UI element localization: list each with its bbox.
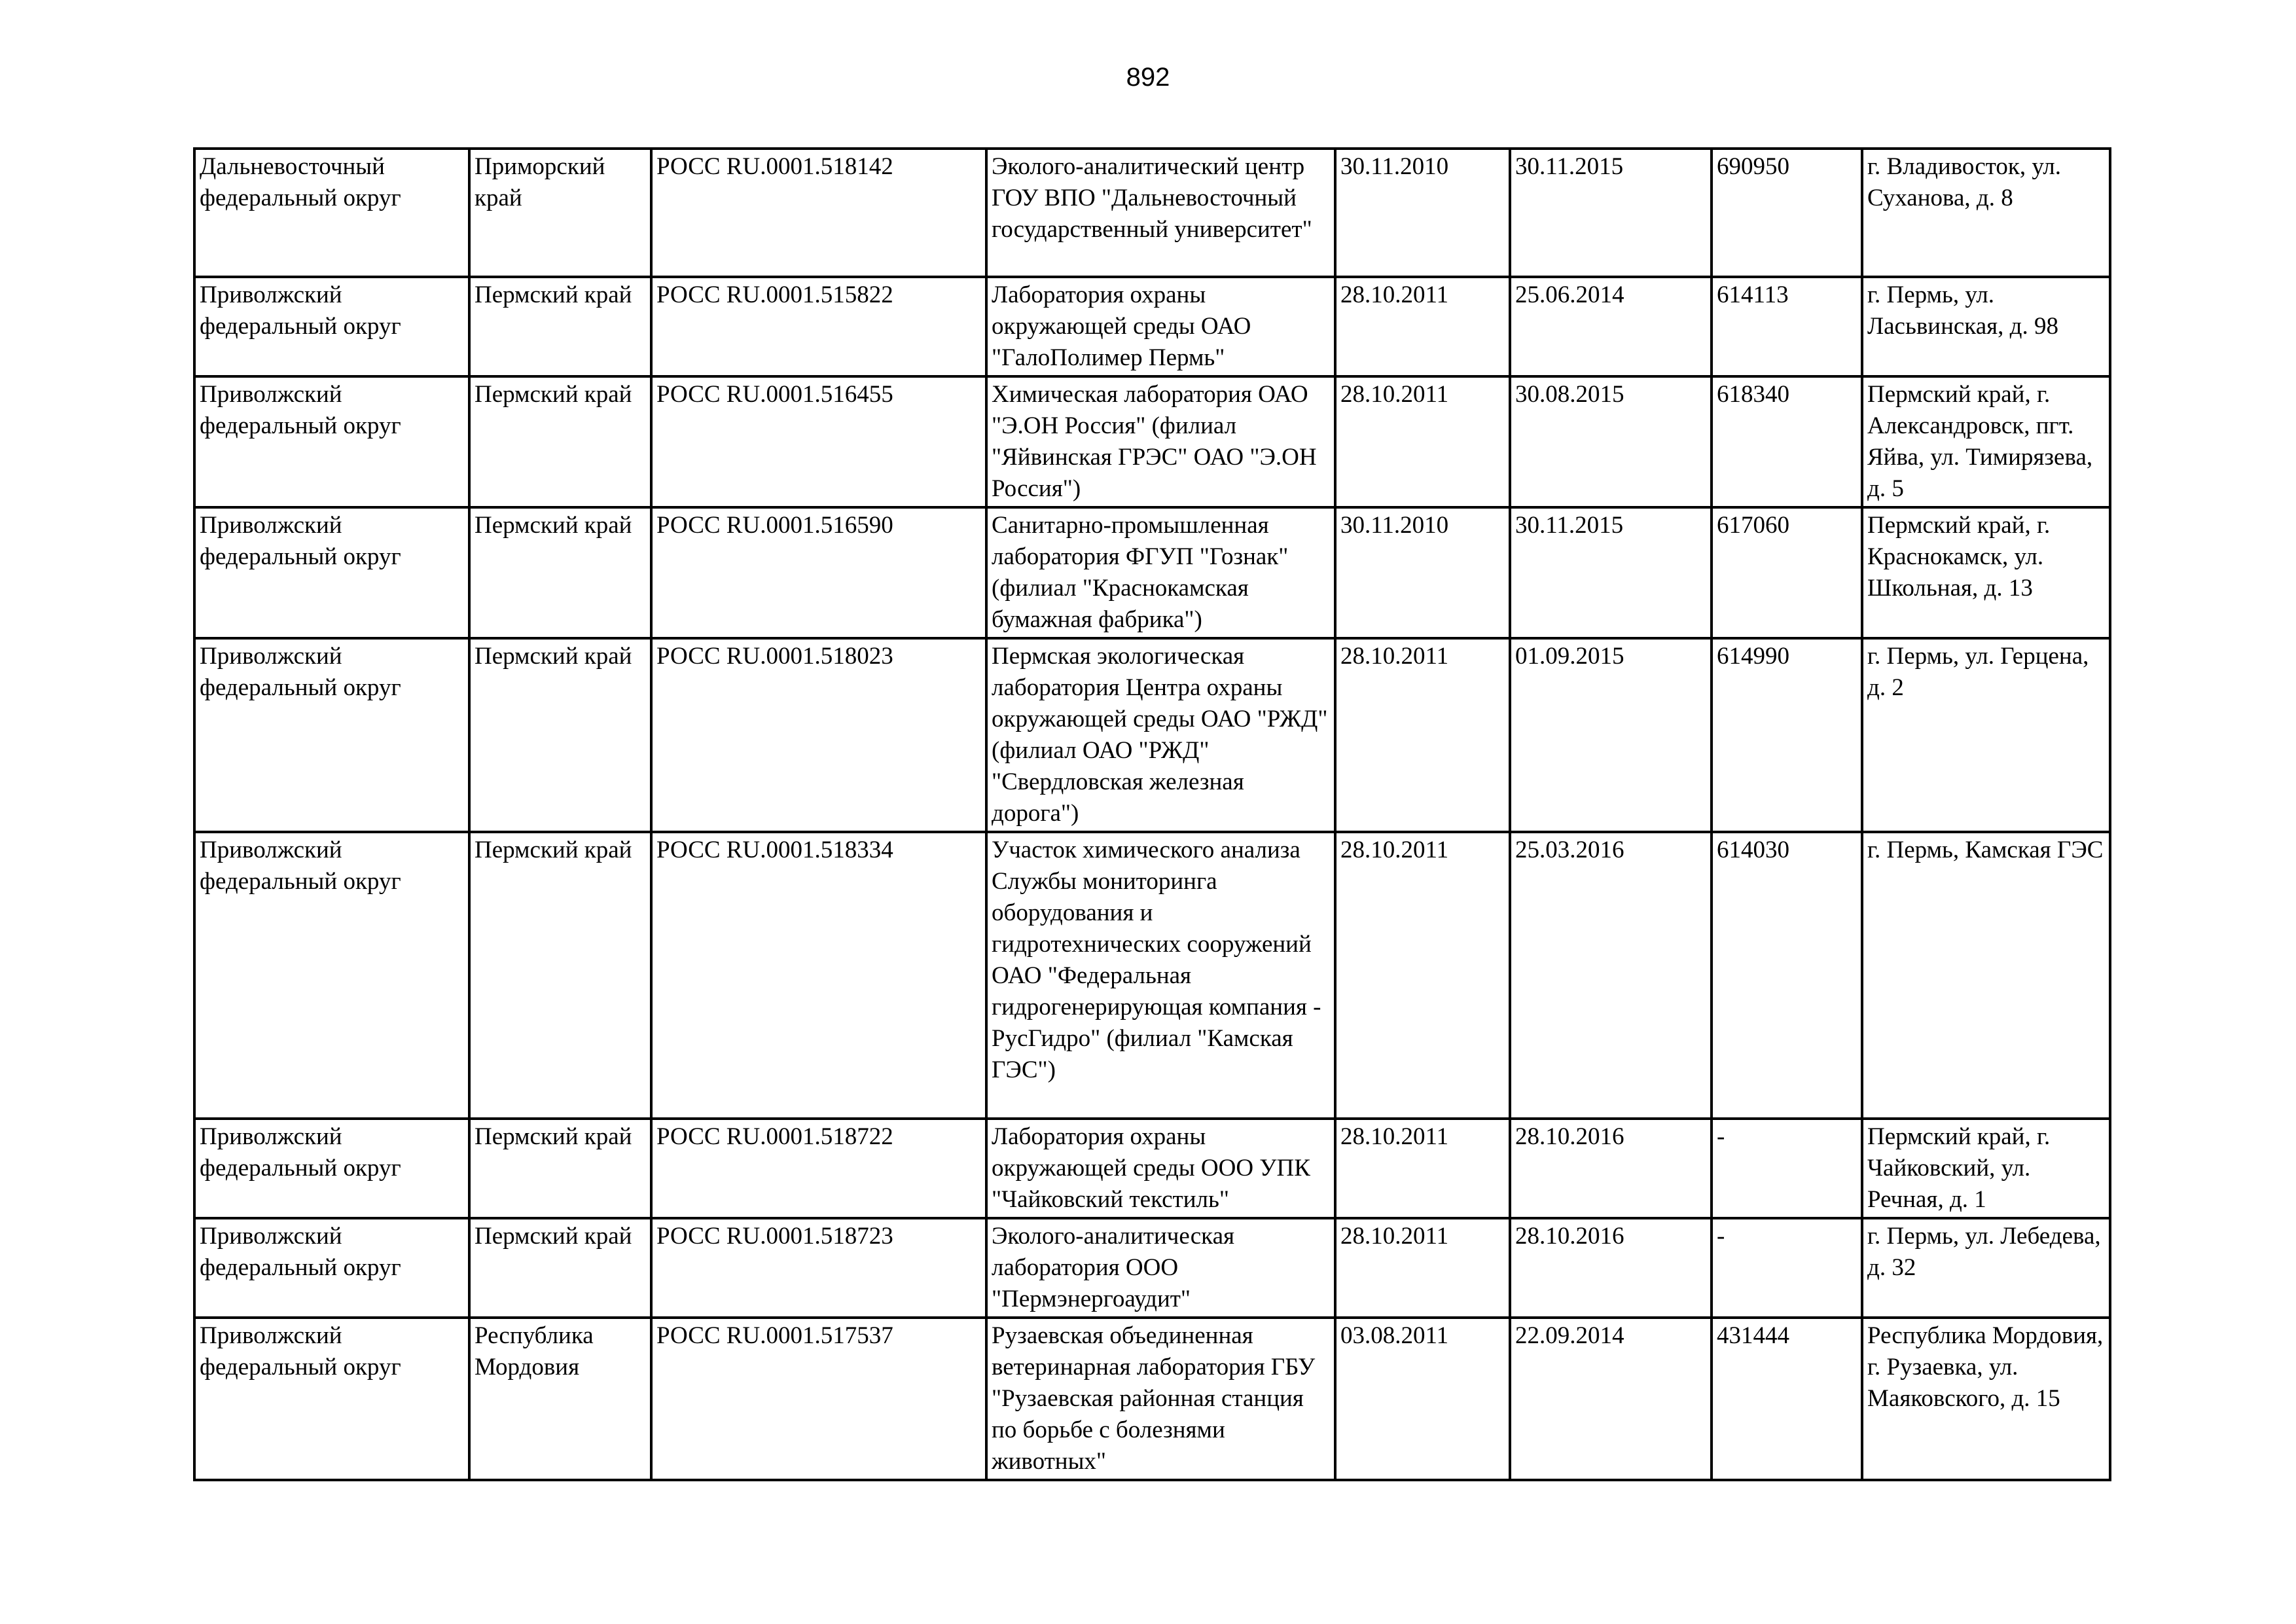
date-from-cell: 28.10.2011: [1335, 1119, 1510, 1218]
date-to-cell: 28.10.2016: [1510, 1218, 1712, 1318]
address-cell: г. Пермь, ул. Ласьвинская, д. 98: [1862, 277, 2110, 376]
district-cell: Приволжский федеральный округ: [194, 1119, 469, 1218]
date-to-cell: 01.09.2015: [1510, 638, 1712, 832]
certificate-cell: РОСС RU.0001.518722: [651, 1119, 986, 1218]
region-cell: Приморский край: [469, 149, 651, 277]
table-row: [194, 149, 2110, 277]
postal-index-cell: -: [1712, 1119, 1862, 1218]
date-from-cell: 28.10.2011: [1335, 376, 1510, 507]
region-cell: Республика Мордовия: [469, 1318, 651, 1480]
page-number: 892: [1126, 63, 1170, 92]
table-row: [194, 507, 2110, 638]
laboratory-registry-table: [193, 147, 2111, 1481]
certificate-cell: РОСС RU.0001.516590: [651, 507, 986, 638]
address-cell: Пермский край, г. Чайковский, ул. Речная, д. 1: [1862, 1119, 2110, 1218]
district-cell: Приволжский федеральный округ: [194, 1218, 469, 1318]
date-from-cell: 28.10.2011: [1335, 1218, 1510, 1318]
date-to-cell: 22.09.2014: [1510, 1318, 1712, 1480]
region-cell: Пермский край: [469, 1119, 651, 1218]
district-cell: Дальневосточный федеральный округ: [194, 149, 469, 277]
date-from-cell: 28.10.2011: [1335, 832, 1510, 1119]
postal-index-cell: -: [1712, 1218, 1862, 1318]
date-to-cell: 30.11.2015: [1510, 507, 1712, 638]
laboratory-cell: Эколого-аналитическая лаборатория ООО "Пермэнергоаудит": [986, 1218, 1335, 1318]
certificate-cell: РОСС RU.0001.518334: [651, 832, 986, 1119]
postal-index-cell: 690950: [1712, 149, 1862, 277]
laboratory-cell: Участок химического анализа Службы мониторинга оборудования и гидротехнических сооружений ОАО "Федеральная гидрогенерирующая компания - РусГидро" (филиал "Камская ГЭС"): [986, 832, 1335, 1119]
certificate-cell: РОСС RU.0001.518023: [651, 638, 986, 832]
date-from-cell: 30.11.2010: [1335, 149, 1510, 277]
certificate-cell: РОСС RU.0001.518723: [651, 1218, 986, 1318]
certificate-cell: РОСС RU.0001.516455: [651, 376, 986, 507]
postal-index-cell: 614030: [1712, 832, 1862, 1119]
date-from-cell: 30.11.2010: [1335, 507, 1510, 638]
address-cell: г. Пермь, ул. Герцена, д. 2: [1862, 638, 2110, 832]
certificate-cell: РОСС RU.0001.517537: [651, 1318, 986, 1480]
region-cell: Пермский край: [469, 507, 651, 638]
postal-index-cell: 617060: [1712, 507, 1862, 638]
address-cell: г. Пермь, Камская ГЭС: [1862, 832, 2110, 1119]
table-row: [194, 638, 2110, 832]
laboratory-cell: Лаборатория охраны окружающей среды ООО УПК "Чайковский текстиль": [986, 1119, 1335, 1218]
region-cell: Пермский край: [469, 832, 651, 1119]
table-row: [194, 1318, 2110, 1480]
region-cell: Пермский край: [469, 277, 651, 376]
laboratory-cell: Лаборатория охраны окружающей среды ОАО "ГалоПолимер Пермь": [986, 277, 1335, 376]
date-from-cell: 28.10.2011: [1335, 277, 1510, 376]
district-cell: Приволжский федеральный округ: [194, 638, 469, 832]
address-cell: г. Пермь, ул. Лебедева, д. 32: [1862, 1218, 2110, 1318]
region-cell: Пермский край: [469, 1218, 651, 1318]
laboratory-cell: Эколого-аналитический центр ГОУ ВПО "Дальневосточный государственный университет": [986, 149, 1335, 277]
table-row: [194, 376, 2110, 507]
region-cell: Пермский край: [469, 376, 651, 507]
postal-index-cell: 618340: [1712, 376, 1862, 507]
postal-index-cell: 614113: [1712, 277, 1862, 376]
postal-index-cell: 431444: [1712, 1318, 1862, 1480]
table-row: [194, 1119, 2110, 1218]
region-cell: Пермский край: [469, 638, 651, 832]
laboratory-cell: Санитарно-промышленная лаборатория ФГУП "Гознак" (филиал "Краснокамская бумажная фабрика"): [986, 507, 1335, 638]
date-to-cell: 25.03.2016: [1510, 832, 1712, 1119]
date-to-cell: 28.10.2016: [1510, 1119, 1712, 1218]
address-cell: Пермский край, г. Александровск, пгт. Яйва, ул. Тимирязева, д. 5: [1862, 376, 2110, 507]
district-cell: Приволжский федеральный округ: [194, 507, 469, 638]
certificate-cell: РОСС RU.0001.515822: [651, 277, 986, 376]
laboratory-cell: Рузаевская объединенная ветеринарная лаборатория ГБУ "Рузаевская районная станция по борьбе с болезнями животных": [986, 1318, 1335, 1480]
address-cell: Республика Мордовия, г. Рузаевка, ул. Маяковского, д. 15: [1862, 1318, 2110, 1480]
date-from-cell: 28.10.2011: [1335, 638, 1510, 832]
table-row: [194, 277, 2110, 376]
date-from-cell: 03.08.2011: [1335, 1318, 1510, 1480]
certificate-cell: РОСС RU.0001.518142: [651, 149, 986, 277]
address-cell: г. Владивосток, ул. Суханова, д. 8: [1862, 149, 2110, 277]
laboratory-cell: Пермская экологическая лаборатория Центра охраны окружающей среды ОАО "РЖД" (филиал ОАО "РЖД" "Свердловская железная дорога"): [986, 638, 1335, 832]
district-cell: Приволжский федеральный округ: [194, 376, 469, 507]
laboratory-cell: Химическая лаборатория ОАО "Э.ОН Россия" (филиал "Яйвинская ГРЭС" ОАО "Э.ОН Россия"): [986, 376, 1335, 507]
date-to-cell: 25.06.2014: [1510, 277, 1712, 376]
district-cell: Приволжский федеральный округ: [194, 832, 469, 1119]
postal-index-cell: 614990: [1712, 638, 1862, 832]
date-to-cell: 30.11.2015: [1510, 149, 1712, 277]
table-row: [194, 1218, 2110, 1318]
address-cell: Пермский край, г. Краснокамск, ул. Школьная, д. 13: [1862, 507, 2110, 638]
date-to-cell: 30.08.2015: [1510, 376, 1712, 507]
district-cell: Приволжский федеральный округ: [194, 1318, 469, 1480]
table-row: [194, 832, 2110, 1119]
district-cell: Приволжский федеральный округ: [194, 277, 469, 376]
